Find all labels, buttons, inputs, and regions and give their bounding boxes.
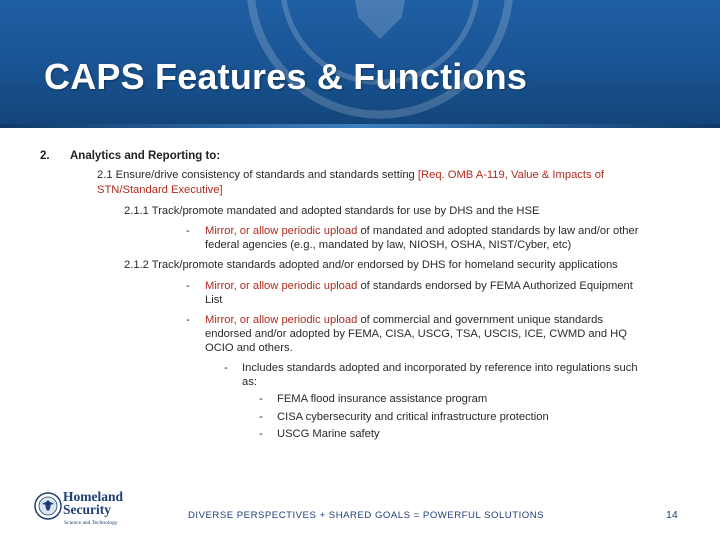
- sub-sub-item: USCG Marine safety: [277, 428, 380, 440]
- mirror-upload-highlight: Mirror, or allow periodic upload: [205, 314, 358, 326]
- section-2-1-reference: [Req. OMB A-119, Value & Impacts of: [417, 169, 605, 181]
- dhs-logo: [34, 490, 134, 532]
- sub-bullet-line1: Includes standards adopted and incorporated by reference into regulations such: [242, 362, 638, 374]
- bullet-dash: -: [186, 314, 190, 326]
- dhs-seal-icon: [34, 492, 62, 520]
- section-2-1-text: 2.1 Ensure/drive consistency of standards and standards setting: [97, 169, 418, 181]
- bullet-text: of standards endorsed by FEMA Authorized Equipment: [357, 280, 633, 292]
- section-2-1-2-bullet2-line3: OCIO and others.: [205, 342, 293, 354]
- section-2-1-2-bullet1-line2: List: [205, 294, 223, 306]
- section-2-1-1: 2.1.1 Track/promote mandated and adopted standards for use by DHS and the HSE: [124, 205, 540, 217]
- mirror-upload-highlight: Mirror, or allow periodic upload: [205, 280, 358, 292]
- section-2-1-line1: [97, 168, 604, 183]
- bullet-dash: -: [186, 225, 190, 237]
- logo-name-line1: Homeland: [63, 489, 124, 504]
- item-number: 2.: [40, 150, 50, 162]
- section-2-1-2: 2.1.2 Track/promote standards adopted and/or endorsed by DHS for homeland security applications: [124, 259, 618, 271]
- section-2-1-1-bullet-line2: federal agencies (e.g., mandated by law, NIOSH, OSHA, NIST/Cyber, etc): [205, 239, 572, 251]
- bullet-dash: -: [259, 411, 263, 423]
- title-banner: [0, 0, 720, 128]
- footer-tagline: DIVERSE PERSPECTIVES + SHARED GOALS = POWERFUL SOLUTIONS: [188, 510, 545, 521]
- section-2-1-1-bullet-line1: [205, 224, 638, 239]
- section-2-1-2-bullet2-line2: endorsed and/or adopted by FEMA, CISA, USCG, TSA, USCIS, ICE, CWMD and HQ: [205, 328, 627, 340]
- sub-sub-item: FEMA flood insurance assistance program: [277, 393, 488, 405]
- page-number: 14: [666, 509, 678, 521]
- section-2-1-reference-line2: STN/Standard Executive]: [97, 184, 223, 196]
- bullet-dash: -: [186, 280, 190, 292]
- logo-name-line2: Security: [63, 502, 111, 517]
- bullet-dash: -: [259, 393, 263, 405]
- bullet-dash: -: [259, 428, 263, 440]
- item-heading: Analytics and Reporting to:: [70, 150, 221, 162]
- sub-bullet-line2: as:: [242, 376, 257, 388]
- section-2-1-2-bullet2-line1: [205, 313, 603, 328]
- logo-subtitle: Science and Technology: [64, 520, 118, 526]
- logo-wordmark: [63, 490, 123, 516]
- slide-title: CAPS Features & Functions: [44, 56, 528, 97]
- bullet-text: of commercial and government unique standards: [357, 314, 603, 326]
- section-2-1-2-bullet1-line1: [205, 279, 633, 294]
- bullet-dash: -: [224, 362, 228, 374]
- mirror-upload-highlight: Mirror, or allow periodic upload: [205, 225, 358, 237]
- sub-sub-item: CISA cybersecurity and critical infrastructure protection: [277, 411, 549, 423]
- bullet-text: of mandated and adopted standards by law and/or other: [357, 225, 639, 237]
